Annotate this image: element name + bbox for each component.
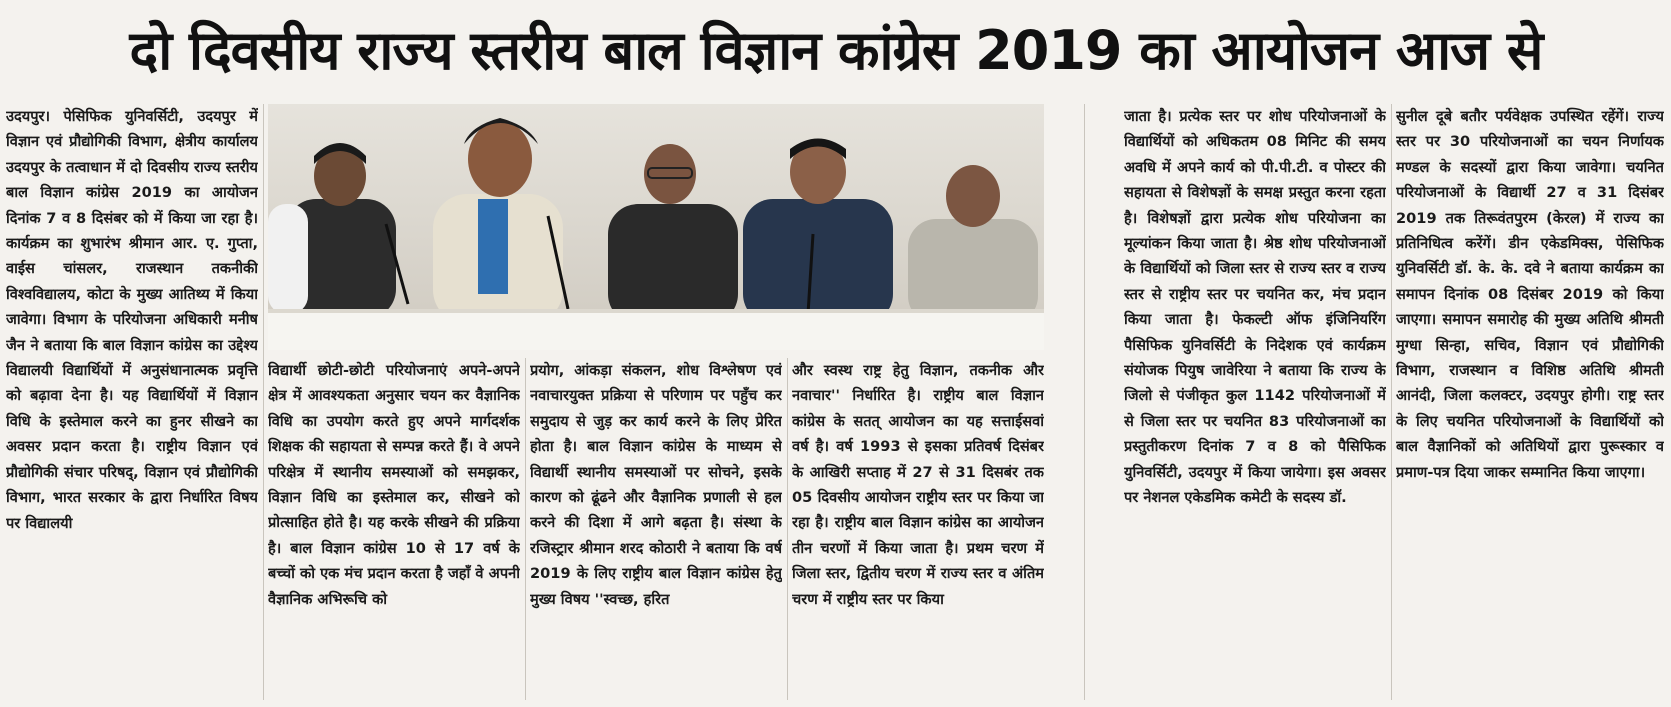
column-divider bbox=[263, 104, 264, 700]
article-column-2 bbox=[268, 358, 520, 704]
article-column-4 bbox=[792, 358, 1044, 704]
article-column-5 bbox=[1124, 104, 1386, 704]
column-3-text: प्रयोग, आंकड़ा संकलन, शोध विश्लेषण एवं नवाचारयुक्त प्रक्रिया से परिणाम पर पहुँच कर समुदाय से जुड़ कर कार्य करने के लिए प्रेरित होता है। बाल विज्ञान कांग्रेस के माध्यम से विद्यार्थी स्थानीय समस्याओं पर सोचने, इसके कारण को ढूंढने और वैज्ञानिक प्रणाली से हल करने की दिशा में आगे बढ़ता है। संस्था के रजिस्ट्रार श्रीमान शरद कोठारी ने बताया कि वर्ष 2019 के लिए राष्ट्रीय बाल विज्ञान कांग्रेस हेतु मुख्य विषय ''स्वच्छ, हरित bbox=[530, 362, 782, 608]
column-5-text: जाता है। प्रत्येक स्तर पर शोध परियोजनाओं के विद्यार्थियों को अधिकतम 08 मिनिट की समय अवधि में अपने कार्य को पी.पी.टी. व पोस्टर की सहायता से विशेषज्ञों के समक्ष प्रस्तुत करना रहता है। विशेषज्ञों द्वारा प्रत्येक शोध परियोजना का मूल्यांकन किया जाता है। श्रेष्ठ शोध परियोजनाओं के विद्यार्थियों को जिला स्तर से राज्य स्तर व राज्य स्तर से राष्ट्रीय स्तर पर चयनित कर, मंच प्रदान किया जाता है। फेकल्टी ऑफ इंजिनियरिंग पैसिफिक युनिवर्सिटी के निदेशक एवं कार्यक्रम संयोजक पियुष जावेरिया ने बताया कि राज्य के जिलो से पंजीकृत कुल 1142 परियोजनाओं में से जिला स्तर पर चयनित 83 परियोजनाओं का प्रस्तुतीकरण दिनांक 7 व 8 को पैसिफिक युनिवर्सिटी, उदयपुर में किया जायेगा। इस अवसर पर नेशनल एकेडमिक कमेटी के सदस्य डॉ. bbox=[1124, 108, 1386, 507]
headline: दो दिवसीय राज्य स्तरीय बाल विज्ञान कांग्रेस 2019 का आयोजन आज से bbox=[129, 19, 1543, 82]
column-divider bbox=[1391, 104, 1392, 700]
photo-illustration bbox=[268, 104, 1044, 350]
article-column-1 bbox=[6, 104, 258, 704]
column-divider bbox=[525, 358, 526, 700]
press-conference-photo bbox=[268, 104, 1044, 350]
article-column-3 bbox=[530, 358, 782, 704]
column-2-text: विद्यार्थी छोटी-छोटी परियोजनाएं अपने-अपने क्षेत्र में आवश्यकता अनुसार चयन कर वैज्ञानिक विधि का उपयोग करते हुए अपने मार्गदर्शक शिक्षक की सहायता से सम्पन्न करते हैं। वे अपने परिक्षेत्र में स्थानीय समस्याओं को समझकर, विज्ञान विधि का इस्तेमाल कर, सीखने को प्रोत्साहित होते है। यह करके सीखने की प्रक्रिया है। बाल विज्ञान कांग्रेस 10 से 17 वर्ष के बच्चों को एक मंच प्रदान करता है जहाँ वे अपनी वैज्ञानिक अभिरूचि को bbox=[268, 362, 520, 608]
column-divider bbox=[787, 358, 788, 700]
column-1-text: उदयपुर। पेसिफिक युनिवर्सिटी, उदयपुर में विज्ञान एवं प्रौद्योगिकी विभाग, क्षेत्रीय कार्यालय उदयपुर के तत्वाधान में दो दिवसीय राज्य स्तरीय बाल विज्ञान कांग्रेस 2019 का आयोजन दिनांक 7 व 8 दिसंबर को में किया जा रहा है। कार्यक्रम का शुभारंभ श्रीमान आर. ए. गुप्ता, वाईस चांसलर, राजस्थान तकनीकी विश्वविद्यालय, कोटा के मुख्य आतिथ्य में किया जावेगा। विभाग के परियोजना अधिकारी मनीष जैन ने बताया कि बाल विज्ञान कांग्रेस का उद्देश्य विद्यालयी विद्यार्थियों में अनुसंधानात्मक प्रवृत्ति को बढ़ावा देना है। यह विद्यार्थियों में विज्ञान विधि के इस्तेमाल करने का हुनर सीखने का अवसर प्रदान करता है। राष्ट्रीय विज्ञान एवं प्रौद्योगिकी संचार परिषद्, विज्ञान एवं प्रौद्योगिकी विभाग, भारत सरकार के द्वारा निर्धारित विषय पर विद्यालयी bbox=[6, 108, 258, 532]
column-divider bbox=[1084, 104, 1085, 700]
column-6-text: सुनील दूबे बतौर पर्यवेक्षक उपस्थित रहेंगें। राज्य स्तर पर 30 परियोजनाओं का चयन निर्णायक मण्डल के सदस्यों द्वारा किया जावेगा। चयनित परियोजनाओं के विद्यार्थी 27 व 31 दिसंबर 2019 तक तिरूवंतपुरम (केरल) में राज्य का प्रतिनिधित्व करेंगें। डीन एकेडमिक्स, पेसिफिक युनिवर्सिटी डॉ. के. के. दवे ने बताया कार्यक्रम का समापन दिनांक 08 दिसंबर 2019 को किया जाएगा। समापन समारोह की मुख्य अतिथि श्रीमती मुग्धा सिन्हा, सचिव, विज्ञान एवं प्रौद्योगिकी विभाग, राजस्थान व विशिष्ठ अतिथि श्रीमती आनंदी, जिला कलक्टर, उदयपुर होगी। राष्ट्र स्तर के लिए चयनित परियोजनाओं के विद्यार्थियों को बाल वैज्ञानिकों को अतिथियों द्वारा पुरूस्कार व प्रमाण-पत्र दिया जाकर सम्मानित किया जाएगा। bbox=[1396, 108, 1664, 481]
article-column-6 bbox=[1396, 104, 1664, 704]
column-4-text: और स्वस्थ राष्ट्र हेतु विज्ञान, तकनीक और नवाचार'' निर्धारित है। राष्ट्रीय बाल विज्ञान कांग्रेस के सतत् आयोजन का यह सत्ताईसवां वर्ष है। वर्ष 1993 से इसका प्रतिवर्ष दिसंबर के आखिरी सप्ताह में 27 से 31 दिसबंर तक 05 दिवसीय आयोजन राष्ट्रीय स्तर पर किया जा रहा है। राष्ट्रीय बाल विज्ञान कांग्रेस का आयोजन तीन चरणों में किया जाता है। प्रथम चरण में जिला स्तर, द्वितीय चरण में राज्य स्तर व अंतिम चरण में राष्ट्रीय स्तर पर किया bbox=[792, 362, 1044, 608]
